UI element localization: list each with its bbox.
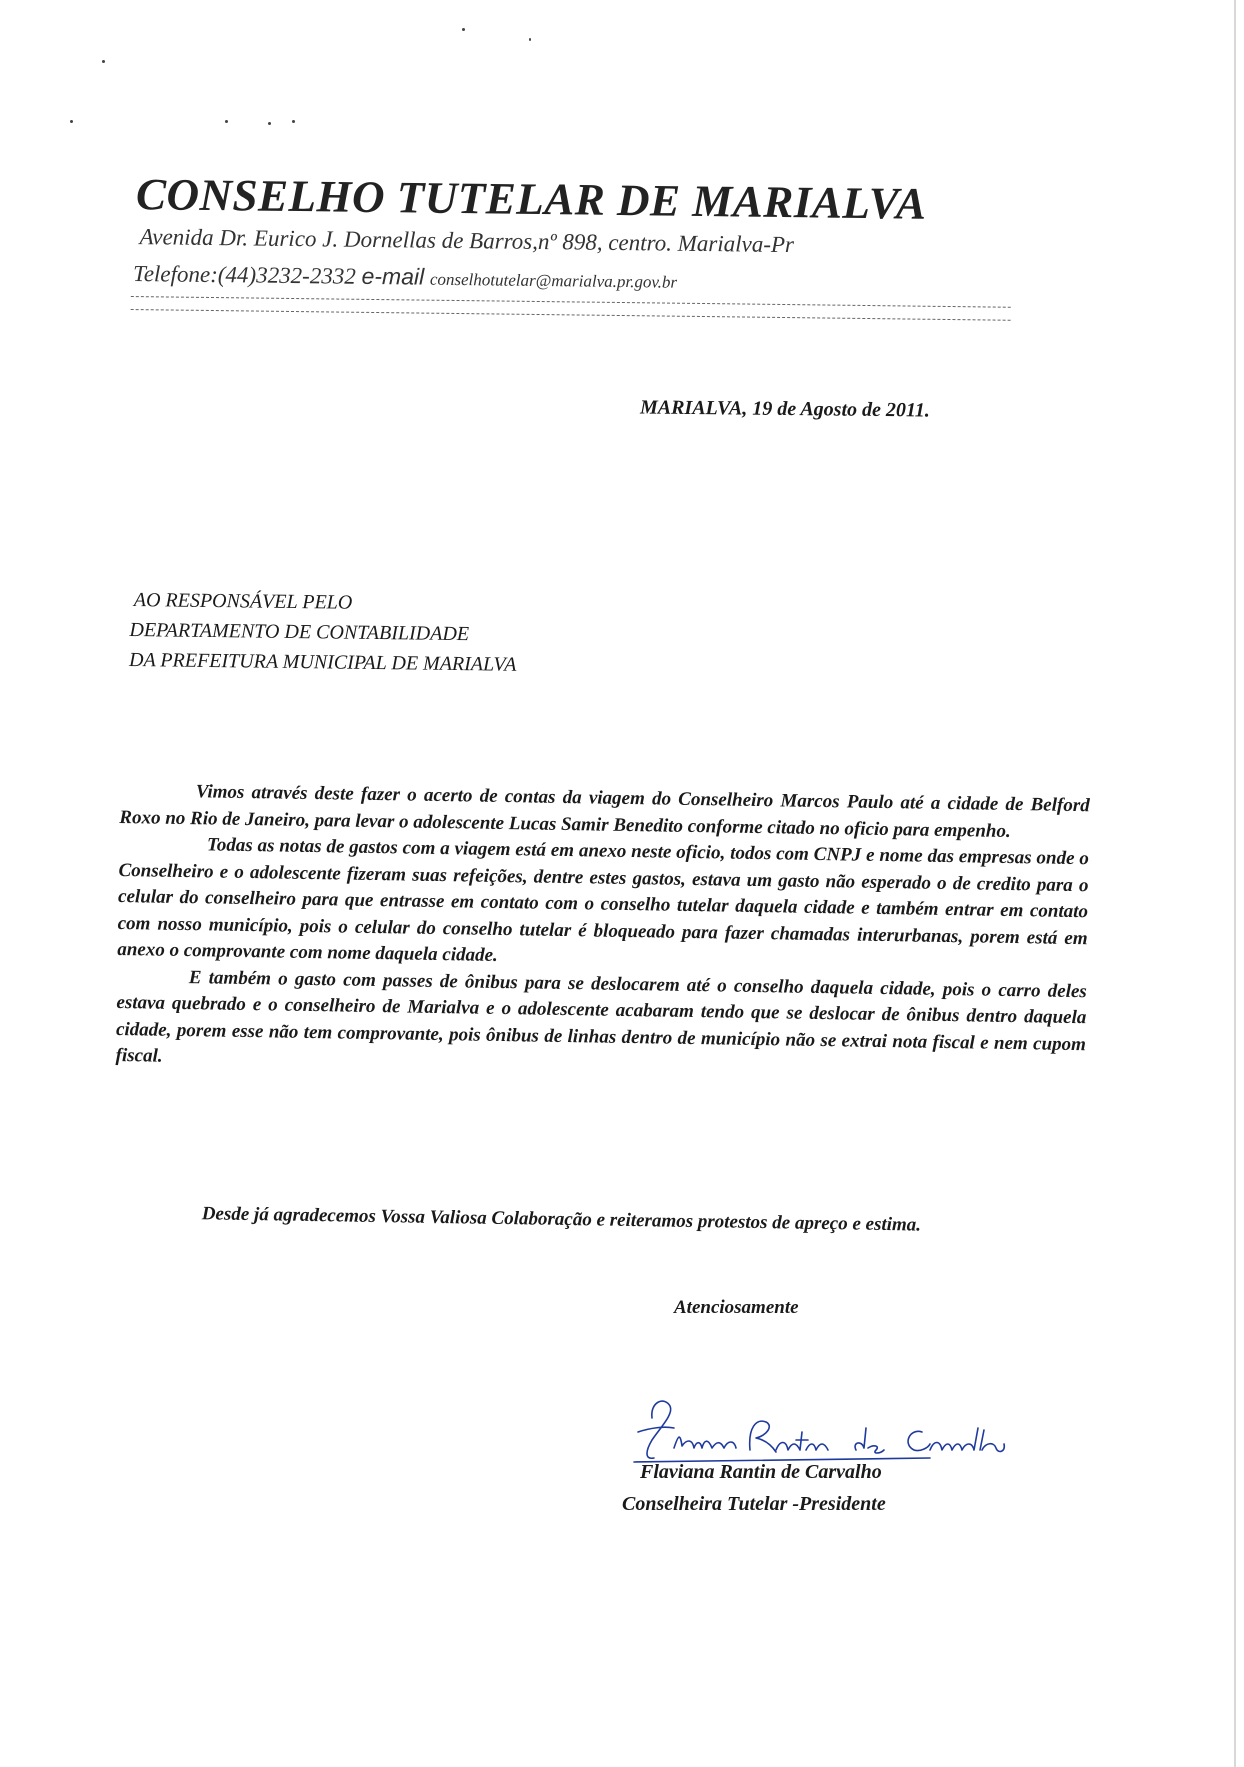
letter-body [115, 778, 1089, 1085]
email-address: conselhotutelar@marialva.pr.gov.br [429, 269, 678, 292]
recipient-block [129, 585, 517, 680]
signer-role: Conselheira Tutelar -Presidente [622, 1493, 886, 1515]
letterhead [0, 0, 1244, 354]
recipient-line: DEPARTAMENTO DE CONTABILIDADE [129, 618, 470, 646]
recipient-line: AO RESPONSÁVEL PELO [133, 589, 353, 614]
recipient-line: DA PREFEITURA MUNICIPAL DE MARIALVA [128, 648, 517, 676]
body-paragraph: E também o gasto com passes de ônibus para se deslocarem até o conselho daquela cidade, pois o carro deles estava quebrado e o conselheiro de Marialva e o adolescente acabaram tendo que se deslocar de ônibus dentro daquela cidade, porem esse não tem comprovante, pois ônibus de linhas dentro de município não se extrai nota fiscal e nem cupom fiscal. [115, 966, 1087, 1067]
sign-off: Atenciosamente [674, 1297, 799, 1318]
organization-address: Avenida Dr. Eurico J. Dornellas de Barros,nº 898, centro. Marialva-Pr [139, 224, 795, 258]
organization-contact [133, 260, 677, 294]
body-paragraph: Todas as notas de gastos com a viagem está em anexo neste oficio, todos com CNPJ e nome das empresas onde o Conselheiro e o adolescente fizeram suas refeições, dentre estes gastos, estava um gasto não esperado o de credito para o celular do conselheiro para que entrasse em contato com o conselho tutelar daquela cidade e também entrar em contato com nosso município, pois o celular do conselho tutelar é bloqueado para fazer chamadas interurbanas, porem está em anexo o comprovante com nome daquela cidade. [117, 834, 1090, 966]
phone-number: Telefone:(44)3232-2332 [132, 261, 356, 289]
body-paragraph: Vimos através deste fazer o acerto de contas da viagem do Conselheiro Marcos Paulo até a cidade de Belford Roxo no Rio de Janeiro, para levar o adolescente Lucas Samir Benedito conforme citado no oficio para empenho. [119, 781, 1090, 842]
organization-name: CONSELHO TUTELAR DE MARIALVA [135, 169, 927, 229]
header-divider [131, 296, 1011, 321]
closing-paragraph: Desde já agradecemos Vossa Valiosa Colaboração e reiteramos protestos de apreço e estima. [201, 1203, 922, 1236]
signer-name: Flaviana Rantin de Carvalho [640, 1461, 882, 1483]
letter-date: MARIALVA, 19 de Agosto de 2011. [639, 396, 930, 422]
email-label: e-mail [361, 262, 425, 290]
